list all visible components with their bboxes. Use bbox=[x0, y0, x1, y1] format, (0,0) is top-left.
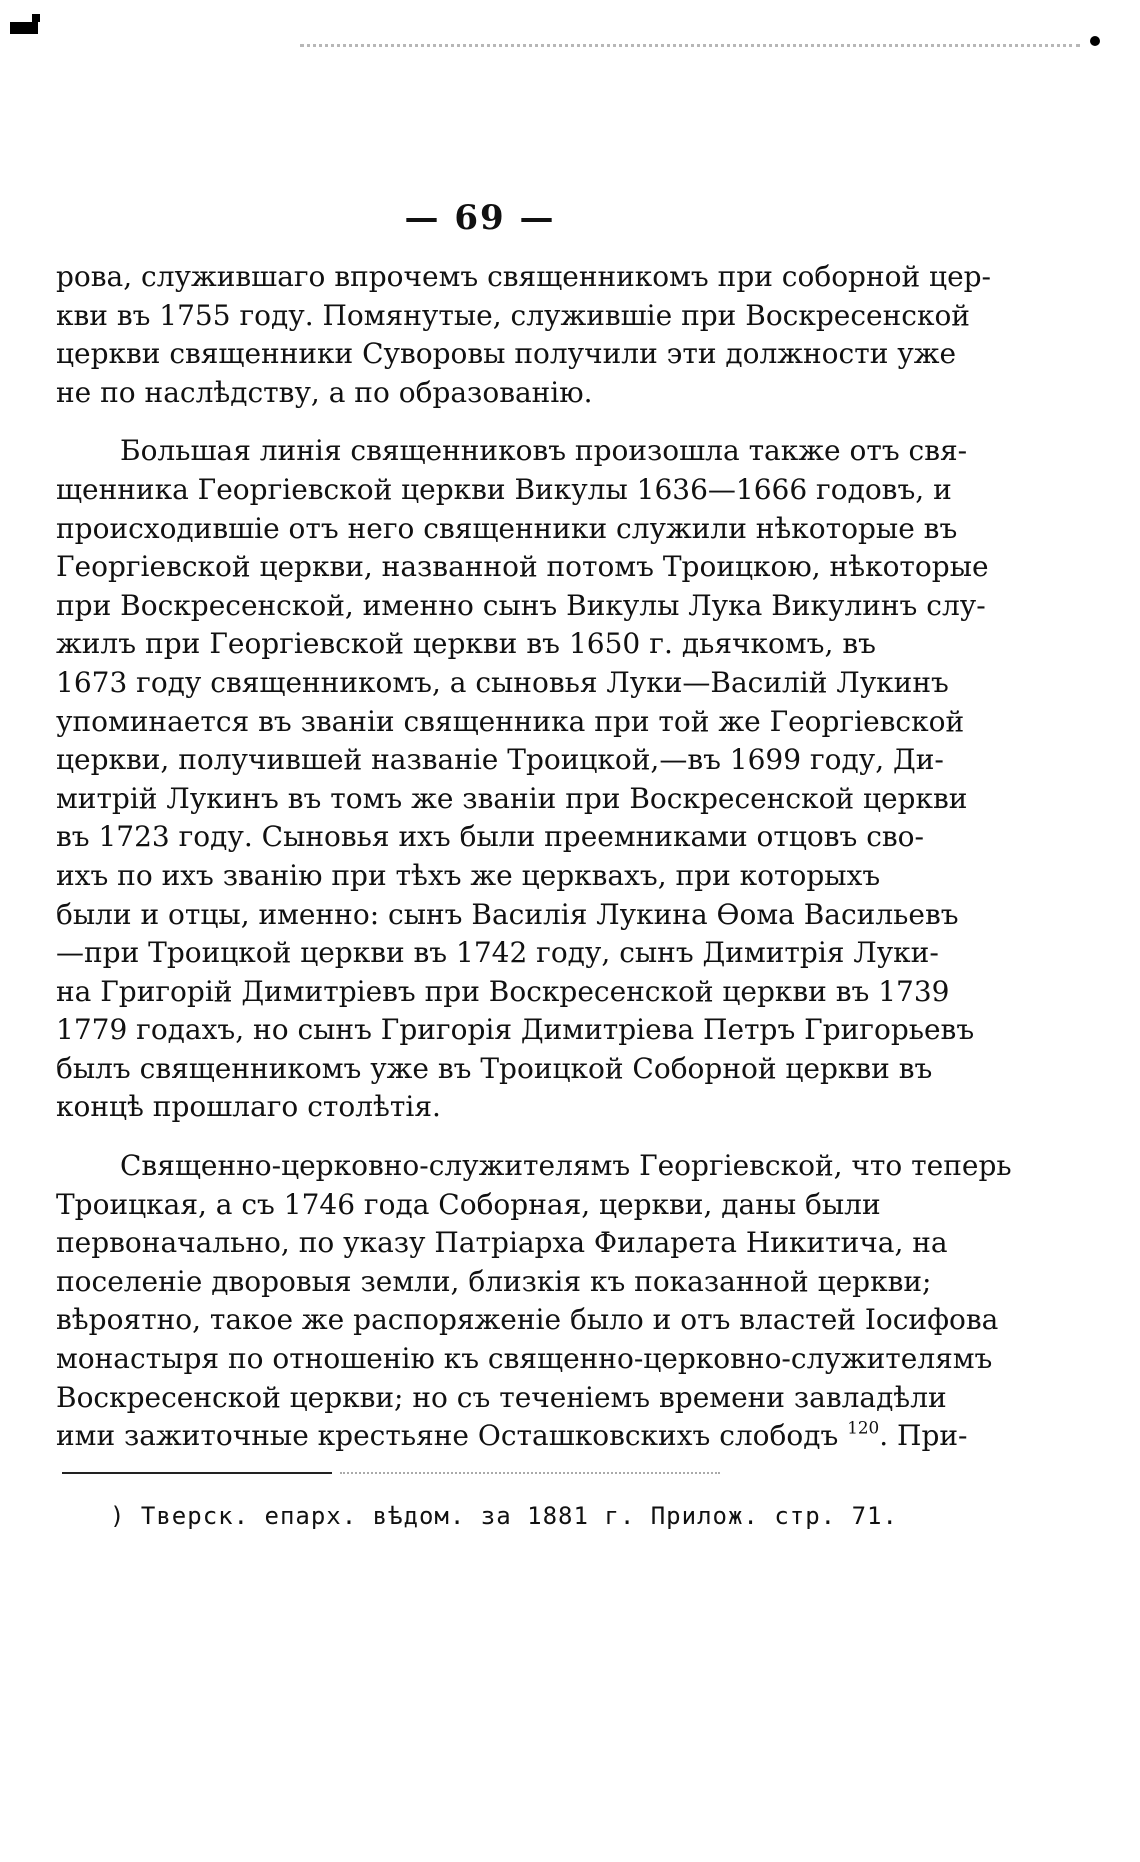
scan-corner-mark bbox=[10, 22, 38, 34]
footnote-text: ) Тверск. епарх. вѣдом. за 1881 г. Прилож. стр. 71. bbox=[110, 1502, 898, 1530]
text-line: ихъ по ихъ званію при тѣхъ же церквахъ, при которыхъ bbox=[56, 858, 881, 892]
paragraph-gap bbox=[56, 412, 876, 432]
page-number: — 69 — bbox=[404, 198, 556, 238]
footnote-reference: 120 bbox=[847, 1417, 880, 1438]
text-line: на Григорій Димитріевъ при Воскресенской церкви въ 1739 bbox=[56, 974, 950, 1008]
text-line: Воскресенской церкви; но съ теченіемъ времени завладѣли bbox=[56, 1380, 947, 1414]
text-line: происходившіе отъ него священники служили нѣкоторые въ bbox=[56, 511, 958, 545]
text-line: жилъ при Георгіевской церкви въ 1650 г. дьячкомъ, въ bbox=[56, 627, 876, 661]
text-line: Георгіевской церкви, названной потомъ Троицкою, нѣкоторые bbox=[56, 550, 989, 584]
text-line bbox=[56, 1417, 968, 1456]
text-line: Троицкая, а съ 1746 года Соборная, церкви, даны были bbox=[56, 1187, 881, 1221]
paragraph bbox=[56, 258, 992, 412]
text-line: былъ священникомъ уже въ Троицкой Соборной церкви въ bbox=[56, 1051, 933, 1085]
text-line: первоначально, по указу Патріарха Филарета Никитича, на bbox=[56, 1226, 948, 1260]
text-line: митрій Лукинъ въ томъ же званіи при Воскресенской церкви bbox=[56, 781, 968, 815]
paragraph-gap bbox=[56, 1127, 876, 1147]
text-line: монастыря по отношенію къ священно-церковно-служителямъ bbox=[56, 1342, 993, 1376]
line-tail: . При- bbox=[879, 1419, 968, 1453]
scan-rule-artifact bbox=[340, 1472, 720, 1474]
paragraph bbox=[56, 1147, 1012, 1456]
line-main: ими зажиточные крестьяне Осташковскихъ слободъ bbox=[56, 1419, 848, 1453]
scan-dot-artifact bbox=[1090, 36, 1100, 46]
text-line: не по наслѣдству, а по образованію. bbox=[56, 375, 593, 409]
text-line: церкви, получившей названіе Троицкой,—въ 1699 году, Ди- bbox=[56, 743, 944, 777]
text-line: концѣ прошлаго столѣтія. bbox=[56, 1090, 441, 1124]
text-line: 1779 годахъ, но сынъ Григорія Димитріева Петръ Григорьевъ bbox=[56, 1013, 975, 1047]
text-line: —при Троицкой церкви въ 1742 году, сынъ Димитрія Луки- bbox=[56, 936, 939, 970]
footnote-separator bbox=[62, 1472, 332, 1474]
scan-top-artifact bbox=[300, 44, 1080, 53]
text-line: Большая линія священниковъ произошла также отъ свя- bbox=[120, 434, 968, 468]
text-line: кви въ 1755 году. Помянутые, служившіе при Воскресенской bbox=[56, 298, 970, 332]
text-line: щенника Георгіевской церкви Викулы 1636—1666 годовъ, и bbox=[56, 472, 952, 506]
text-line: 1673 году священникомъ, а сыновья Луки—Василій Лукинъ bbox=[56, 665, 949, 699]
text-line: Священно-церковно-служителямъ Георгіевской, что теперь bbox=[120, 1149, 1012, 1183]
footnote bbox=[110, 1502, 898, 1530]
text-line: вѣроятно, такое же распоряженіе было и отъ властей Іосифова bbox=[56, 1303, 999, 1337]
body-text bbox=[56, 258, 1012, 1456]
paragraph bbox=[56, 432, 989, 1127]
text-line: рова, служившаго впрочемъ священникомъ при соборной цер- bbox=[56, 260, 992, 293]
text-line: были и отцы, именно: сынъ Василія Лукина Ѳома Васильевъ bbox=[56, 897, 959, 931]
text-line: поселеніе дворовыя земли, близкія къ показанной церкви; bbox=[56, 1264, 932, 1298]
text-line: церкви священники Суворовы получили эти должности уже bbox=[56, 337, 957, 371]
text-line: въ 1723 году. Сыновья ихъ были преемниками отцовъ сво- bbox=[56, 820, 924, 854]
text-line: при Воскресенской, именно сынъ Викулы Лука Викулинъ слу- bbox=[56, 588, 986, 622]
text-line: упоминается въ званіи священника при той же Георгіевской bbox=[56, 704, 965, 738]
